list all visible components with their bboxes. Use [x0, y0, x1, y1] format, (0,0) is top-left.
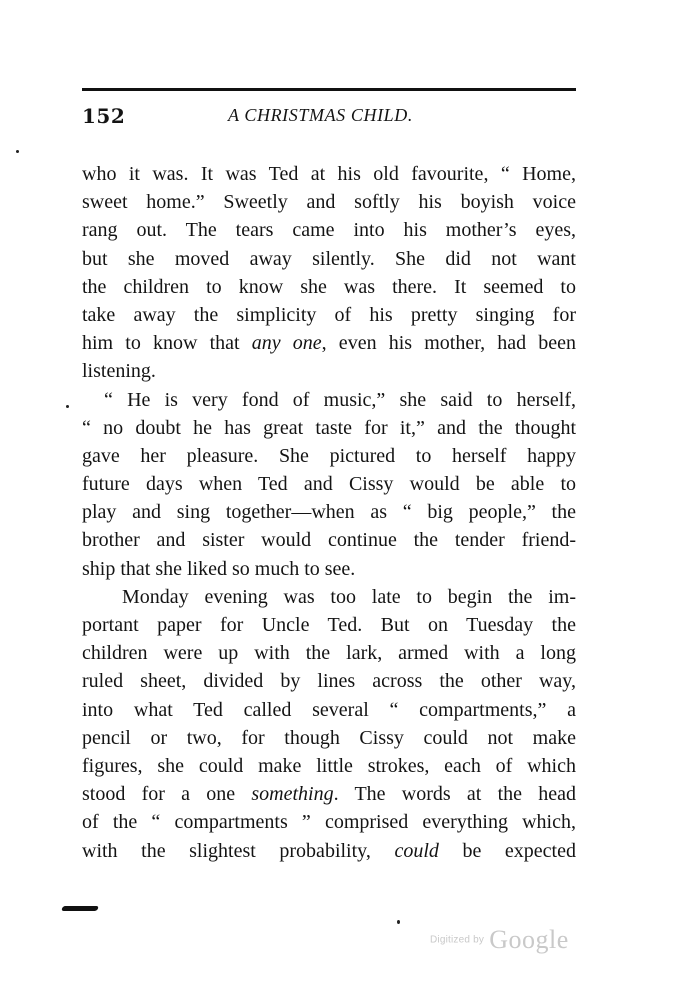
text-line: figures, she could make little strokes, each of which — [82, 754, 576, 777]
text-run: with the slightest probability, — [82, 839, 395, 862]
text-line: the children to know she was there. It seemed to — [82, 275, 576, 298]
text-line: portant paper for Uncle Ted. But on Tuesday the — [82, 614, 576, 636]
running-head: A CHRISTMAS CHILD. — [228, 105, 413, 125]
text-run: . The words at the head — [333, 783, 576, 806]
text-line: but she moved away silently. She did not want — [82, 247, 576, 270]
italic-run: could — [394, 839, 439, 862]
text-line — [82, 329, 576, 357]
text-line: “ no doubt he has great taste for it,” and the thought — [82, 416, 576, 439]
text-line: listening. — [82, 360, 156, 383]
ink-smudge — [61, 906, 99, 911]
text-line: children were up with the lark, armed with a long — [82, 642, 576, 665]
body-text — [82, 160, 576, 865]
digitized-by-label: Digitized by — [430, 934, 485, 946]
text-line: ruled sheet, divided by lines across the other way, — [82, 670, 576, 693]
text-line: pencil or two, for though Cissy could not make — [82, 726, 576, 749]
text-run: him to know that — [82, 332, 252, 355]
text-line: gave her pleasure. She pictured to herself happy — [82, 444, 576, 467]
text-line: ship that she liked so much to see. — [82, 557, 356, 580]
text-line: “ He is very fond of music,” she said to herself, — [104, 388, 576, 411]
text-run: be expected — [438, 839, 576, 862]
header-rule — [82, 88, 576, 91]
text-line: take away the simplicity of his pretty singing for — [82, 303, 576, 326]
italic-run: something — [251, 783, 334, 806]
digitized-by-google-watermark — [430, 925, 569, 953]
text-line: of the “ compartments ” comprised everything which, — [82, 811, 576, 834]
text-line: play and sing together—when as “ big people,” the — [82, 501, 576, 524]
text-line: Monday evening was too late to begin the im- — [122, 585, 576, 608]
page-number: 152 — [82, 104, 126, 128]
text-line: into what Ted called several “ compartments,” a — [82, 698, 576, 721]
text-line — [82, 780, 576, 808]
text-line: sweet home.” Sweetly and softly his boyish voice — [82, 191, 576, 214]
scan-speck — [16, 150, 19, 153]
text-run: stood for a one — [82, 783, 252, 806]
text-line: rang out. The tears came into his mother’s eyes, — [82, 219, 576, 242]
page-header — [82, 100, 576, 134]
scan-speck — [66, 405, 69, 408]
text-run: , even his mother, had been — [321, 332, 577, 355]
text-line — [82, 837, 576, 865]
text-line: future days when Ted and Cissy would be able to — [82, 473, 576, 496]
text-line: brother and sister would continue the tender friend- — [82, 529, 576, 552]
google-logo-text: Google — [489, 925, 569, 954]
text-line: who it was. It was Ted at his old favourite, “ Home, — [82, 163, 576, 185]
scan-speck — [397, 920, 400, 924]
italic-run: any one — [251, 332, 322, 355]
